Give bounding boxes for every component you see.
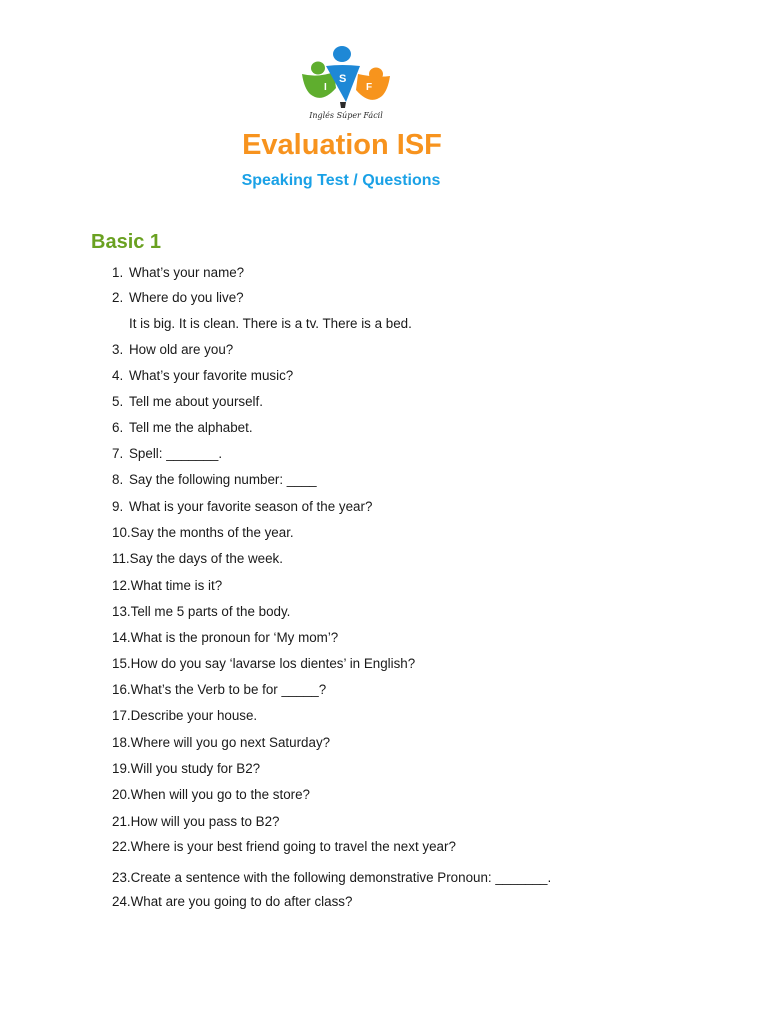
logo-letter-i: I	[324, 82, 327, 93]
question-item	[112, 289, 244, 307]
question-text: What is the pronoun for ‘My mom’?	[130, 630, 339, 645]
question-item	[112, 603, 290, 621]
question-text: What’s the Verb to be for _____?	[130, 682, 327, 697]
question-text: What’s your favorite music?	[129, 368, 294, 383]
section-heading: Basic 1	[91, 231, 162, 253]
question-note	[129, 315, 412, 333]
question-item	[112, 760, 260, 778]
question-text: What is your favorite season of the year?	[129, 499, 373, 514]
question-item	[112, 813, 279, 831]
question-number: 10.	[112, 525, 131, 540]
question-item	[112, 681, 326, 699]
question-number: 12.	[112, 578, 131, 593]
question-number: 6.	[112, 420, 124, 435]
question-text: How will you pass to B2?	[130, 814, 280, 829]
question-text: When will you go to the store?	[130, 787, 311, 802]
document-title: Evaluation ISF	[242, 129, 442, 161]
question-text: What are you going to do after class?	[130, 894, 353, 909]
question-text: Will you study for B2?	[130, 761, 261, 776]
question-text: Tell me the alphabet.	[129, 420, 253, 435]
question-number: 20.	[112, 787, 131, 802]
question-text: What time is it?	[130, 578, 223, 593]
logo-tagline: Inglés Súper Fácil	[309, 111, 383, 120]
question-item	[112, 264, 244, 282]
document-subtitle: Speaking Test / Questions	[241, 172, 441, 189]
logo-letter-f: F	[366, 82, 373, 93]
question-number: 21.	[112, 814, 131, 829]
question-item	[112, 550, 283, 568]
question-number: 2.	[112, 290, 124, 305]
question-item	[112, 524, 294, 542]
question-number: 8.	[112, 472, 124, 487]
question-number: 13.	[112, 604, 131, 619]
question-item	[112, 367, 293, 385]
question-text: How do you say ‘lavarse los dientes’ in English?	[130, 656, 416, 671]
question-item	[112, 341, 233, 359]
question-number: 5.	[112, 394, 124, 409]
question-text: Tell me about yourself.	[129, 394, 263, 409]
question-item	[112, 393, 263, 411]
question-number: 14.	[112, 630, 131, 645]
question-number: 16.	[112, 682, 131, 697]
question-text: Say the months of the year.	[130, 525, 294, 540]
question-item	[112, 471, 317, 489]
question-text: Where is your best friend going to travel the next year?	[130, 839, 456, 854]
question-text: Say the days of the week.	[129, 551, 283, 566]
question-text: It is big. It is clean. There is a tv. There is a bed.	[129, 316, 412, 331]
question-number: 15.	[112, 656, 131, 671]
question-number: 4.	[112, 368, 124, 383]
question-item	[112, 419, 253, 437]
question-number: 1.	[112, 265, 124, 280]
question-number: 23.	[112, 870, 131, 885]
question-text: Describe your house.	[130, 708, 258, 723]
question-item	[112, 655, 415, 673]
question-text: Where will you go next Saturday?	[130, 735, 331, 750]
question-text: What’s your name?	[129, 265, 245, 280]
question-item	[112, 838, 456, 856]
question-number: 11.	[112, 551, 130, 566]
logo-letter-s: S	[339, 73, 347, 85]
question-item	[112, 629, 338, 647]
question-text: Create a sentence with the following demonstrative Pronoun: _______.	[130, 870, 552, 885]
question-item	[112, 869, 551, 887]
question-text: Where do you live?	[129, 290, 244, 305]
question-text: Tell me 5 parts of the body.	[130, 604, 291, 619]
question-item	[112, 498, 372, 516]
question-number: 3.	[112, 342, 124, 357]
question-text: How old are you?	[129, 342, 234, 357]
question-number: 19.	[112, 761, 131, 776]
question-number: 24.	[112, 894, 131, 909]
question-item	[112, 786, 310, 804]
question-item	[112, 445, 222, 463]
question-number: 17.	[112, 708, 131, 723]
question-number: 9.	[112, 499, 124, 514]
question-item	[112, 734, 330, 752]
question-item	[112, 577, 222, 595]
question-number: 22.	[112, 839, 131, 854]
question-number: 18.	[112, 735, 131, 750]
question-text: Say the following number: ____	[129, 472, 317, 487]
question-number: 7.	[112, 446, 124, 461]
question-item	[112, 893, 352, 911]
question-text: Spell: _______.	[129, 446, 223, 461]
question-item	[112, 707, 257, 725]
